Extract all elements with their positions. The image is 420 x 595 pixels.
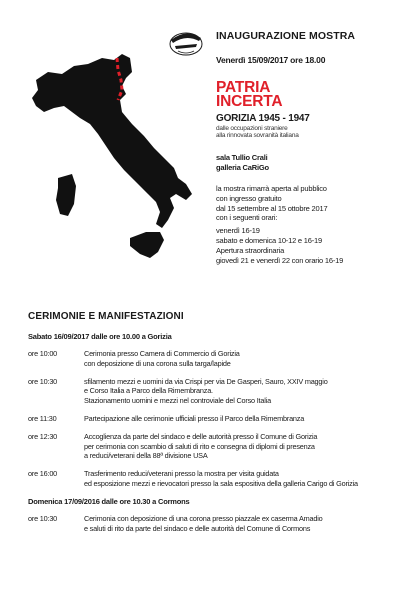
event-line: sfilamento mezzi e uomini da via Crispi per via De Gasperi, Sauro, XXIV maggio xyxy=(84,376,328,386)
program-row xyxy=(28,469,414,489)
event-description xyxy=(84,469,414,489)
event-line: Cerimonia con deposizione di una corona presso piazzale ex caserma Amadio xyxy=(84,513,323,523)
event-description xyxy=(84,514,414,534)
event-line: e Corso Italia a Parco della Rimembranza. xyxy=(84,386,213,396)
program-row xyxy=(28,432,414,461)
event-description xyxy=(84,349,414,369)
event-time: ore 10:30 xyxy=(28,513,58,523)
day-heading: Sabato 16/09/2017 dalle ore 10.00 a Gorizia xyxy=(28,332,172,341)
section-title: CERIMONIE E MANIFESTAZIONI xyxy=(28,311,184,322)
venue-line1: sala Tullio Crali xyxy=(216,153,268,162)
event-description xyxy=(84,432,414,461)
info-line: con i seguenti orari: xyxy=(216,213,278,223)
program-list xyxy=(28,332,414,541)
exhibition-note-line2: alla rinnovata sovranità italiana xyxy=(216,132,299,139)
opening-info xyxy=(216,184,416,265)
program-row xyxy=(28,349,414,369)
info-line: la mostra rimarrà aperta al pubblico xyxy=(216,184,327,193)
event-line: Stazionamento uomini e mezzi nel controviale del Corso Italia xyxy=(84,396,271,406)
event-line: Accoglienza da parte del sindaco e delle autorità presso il Comune di Gorizia xyxy=(84,431,318,441)
event-time: ore 10:00 xyxy=(28,349,58,358)
day-heading: Domenica 17/09/2016 dalle ore 10.30 a Cormons xyxy=(28,496,190,506)
exhibition-note-line1: dalle occupazioni straniere xyxy=(216,125,288,132)
event-heading: INAUGURAZIONE MOSTRA xyxy=(216,30,356,42)
event-line: e saluti di rito da parte del sindaco e delle autorità del Comune di Cormons xyxy=(84,523,311,533)
exhibition-title-line2: INCERTA xyxy=(216,93,283,110)
info-line: venerdì 16-19 xyxy=(216,226,260,236)
venue-block xyxy=(216,153,269,173)
event-line: per cerimonia con scambio di saluti di rito e consegna di diplomi di presenza xyxy=(84,441,315,451)
program-row xyxy=(28,377,414,406)
info-line: sabato e domenica 10-12 e 16-19 xyxy=(216,235,322,245)
event-description xyxy=(84,377,414,406)
event-time: ore 12:30 xyxy=(28,431,58,441)
exhibition-subtitle: GORIZIA 1945 - 1947 xyxy=(216,113,310,124)
program-row xyxy=(28,414,414,424)
italy-map-illustration xyxy=(18,28,198,278)
info-line: Apertura straordinaria xyxy=(216,245,285,255)
event-line: Partecipazione alle cerimonie ufficiali presso il Parco della Rimembranza xyxy=(84,413,305,423)
program-row xyxy=(28,514,414,534)
event-time: ore 11:30 xyxy=(28,413,57,423)
info-line: con ingresso gratuito xyxy=(216,193,282,203)
venue-line2: galleria CaRiGo xyxy=(216,163,269,172)
info-line: giovedì 21 e venerdì 22 con orario 16-19 xyxy=(216,255,344,265)
event-line: Trasferimento reduci/veterani presso la mostra per visita guidata xyxy=(84,469,279,479)
event-line: con deposizione di una corona sulla targa/lapide xyxy=(84,358,231,368)
exhibition-title-line1: PATRIA xyxy=(216,79,271,96)
event-date: Venerdì 15/09/2017 ore 18.00 xyxy=(216,55,326,65)
event-line: ed esposizione mezzi e rievocatori presso la sala espositiva della galleria Carigo di Gorizia xyxy=(84,478,358,488)
event-line: a reduci/veterani della 88ª divisione USA xyxy=(84,451,208,461)
event-time: ore 16:00 xyxy=(28,469,58,479)
event-line: Cerimonia presso Camera di Commercio di Gorizia xyxy=(84,349,240,358)
event-time: ore 10:30 xyxy=(28,376,58,386)
italy-silhouette xyxy=(32,54,192,258)
exhibition-note xyxy=(216,125,336,139)
info-line: dal 15 settembre al 15 ottobre 2017 xyxy=(216,203,328,213)
event-description xyxy=(84,414,414,424)
